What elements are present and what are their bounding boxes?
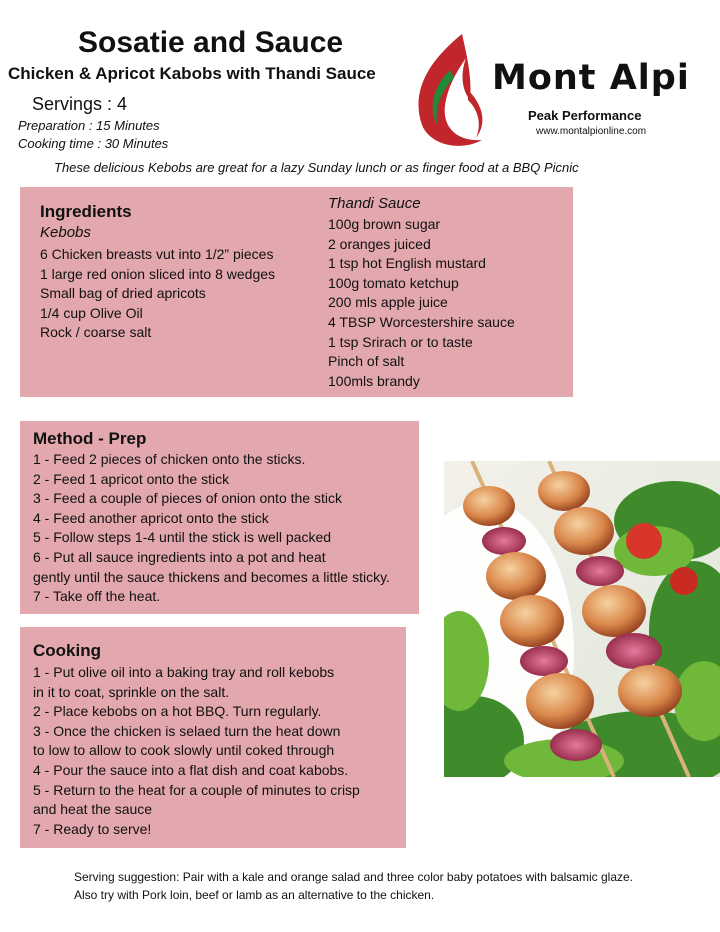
- list-item: 1 - Put olive oil into a baking tray and roll kebobs: [33, 664, 335, 680]
- cooking-steps: [33, 663, 360, 839]
- recipe-tagline: These delicious Kebobs are great for a lazy Sunday lunch or as finger food at a BBQ Picnic: [54, 160, 579, 175]
- kebobs-ingredient-list: [40, 245, 275, 343]
- method-prep-panel: [20, 421, 419, 614]
- list-item: 4 TBSP Worcestershire sauce: [328, 313, 515, 330]
- list-item: Small bag of dried apricots: [40, 285, 206, 302]
- list-item: 2 - Feed 1 apricot onto the stick: [33, 470, 230, 487]
- serving-suggestion-line: Serving suggestion: Pair with a kale and orange salad and three color baby potatoes with balsamic glaze.: [74, 870, 634, 884]
- cooking-heading: Cooking: [33, 641, 101, 660]
- brand-name: Mont Alpi: [492, 58, 690, 98]
- recipe-subtitle: Chicken & Apricot Kabobs with Thandi Sauce: [8, 64, 376, 83]
- brand-tagline: Peak Performance: [528, 108, 642, 123]
- kebab-image-icon: [444, 461, 720, 777]
- flame-logo-icon: [410, 30, 500, 155]
- list-item: 7 - Take off the heat.: [33, 588, 161, 605]
- mont-alpi-logo: [410, 30, 690, 155]
- servings-text: Servings : 4: [32, 94, 128, 114]
- method-heading: Method - Prep: [33, 429, 147, 448]
- list-item: 5 - Follow steps 1-4 until the stick is well packed: [33, 529, 332, 546]
- sauce-ingredient-list: [328, 215, 515, 391]
- kebobs-heading: Kebobs: [40, 224, 91, 241]
- ingredients-heading: Ingredients: [40, 202, 132, 221]
- brand-url[interactable]: www.montalpionline.com: [536, 126, 647, 137]
- list-item: 1 tsp hot English mustard: [328, 255, 486, 272]
- list-item: 3 - Feed a couple of pieces of onion onto the stick: [33, 490, 342, 507]
- preparation-time: Preparation : 15 Minutes: [18, 118, 160, 133]
- list-item: 200 mls apple juice: [328, 294, 448, 311]
- list-item: 6 Chicken breasts vut into 1/2” pieces: [40, 246, 274, 262]
- list-item: 4 - Feed another apricot onto the stick: [33, 509, 269, 526]
- recipe-title: Sosatie and Sauce: [78, 26, 344, 59]
- list-item: 4 - Pour the sauce into a flat dish and coat kabobs.: [33, 761, 349, 778]
- list-item: Pinch of salt: [328, 353, 405, 370]
- cooking-time: Cooking time : 30 Minutes: [18, 136, 169, 151]
- method-steps: [33, 450, 390, 607]
- list-item: 1 tsp Srirach or to taste: [328, 333, 473, 350]
- list-item: to low to allow to cook slowly until coked through: [33, 742, 335, 759]
- list-item: 1/4 cup Olive Oil: [40, 304, 143, 321]
- list-item: in it to coat, sprinkle on the salt.: [33, 683, 230, 700]
- sauce-heading: Thandi Sauce: [328, 195, 421, 212]
- list-item: 100mls brandy: [328, 372, 420, 389]
- list-item: Rock / coarse salt: [40, 324, 152, 341]
- list-item: gently until the sauce thickens and becomes a little sticky.: [33, 568, 390, 585]
- list-item: 2 oranges juiced: [328, 235, 431, 252]
- list-item: 7 - Ready to serve!: [33, 820, 152, 837]
- list-item: 100g brown sugar: [328, 216, 441, 232]
- list-item: 6 - Put all sauce ingredients into a pot and heat: [33, 548, 326, 565]
- ingredients-panel: [20, 187, 573, 397]
- list-item: 3 - Once the chicken is selaed turn the heat down: [33, 722, 341, 739]
- list-item: 1 large red onion sliced into 8 wedges: [40, 265, 276, 282]
- list-item: 1 - Feed 2 pieces of chicken onto the sticks.: [33, 451, 306, 467]
- cooking-panel: [20, 627, 406, 848]
- list-item: 5 - Return to the heat for a couple of minutes to crisp: [33, 781, 360, 798]
- alternative-suggestion-line: Also try with Pork loin, beef or lamb as an alternative to the chicken.: [74, 888, 435, 902]
- list-item: and heat the sauce: [33, 801, 153, 818]
- list-item: 100g tomato ketchup: [328, 274, 459, 291]
- serving-suggestion: [74, 868, 633, 904]
- list-item: 2 - Place kebobs on a hot BBQ. Turn regularly.: [33, 703, 322, 720]
- kebab-photo: [444, 461, 720, 777]
